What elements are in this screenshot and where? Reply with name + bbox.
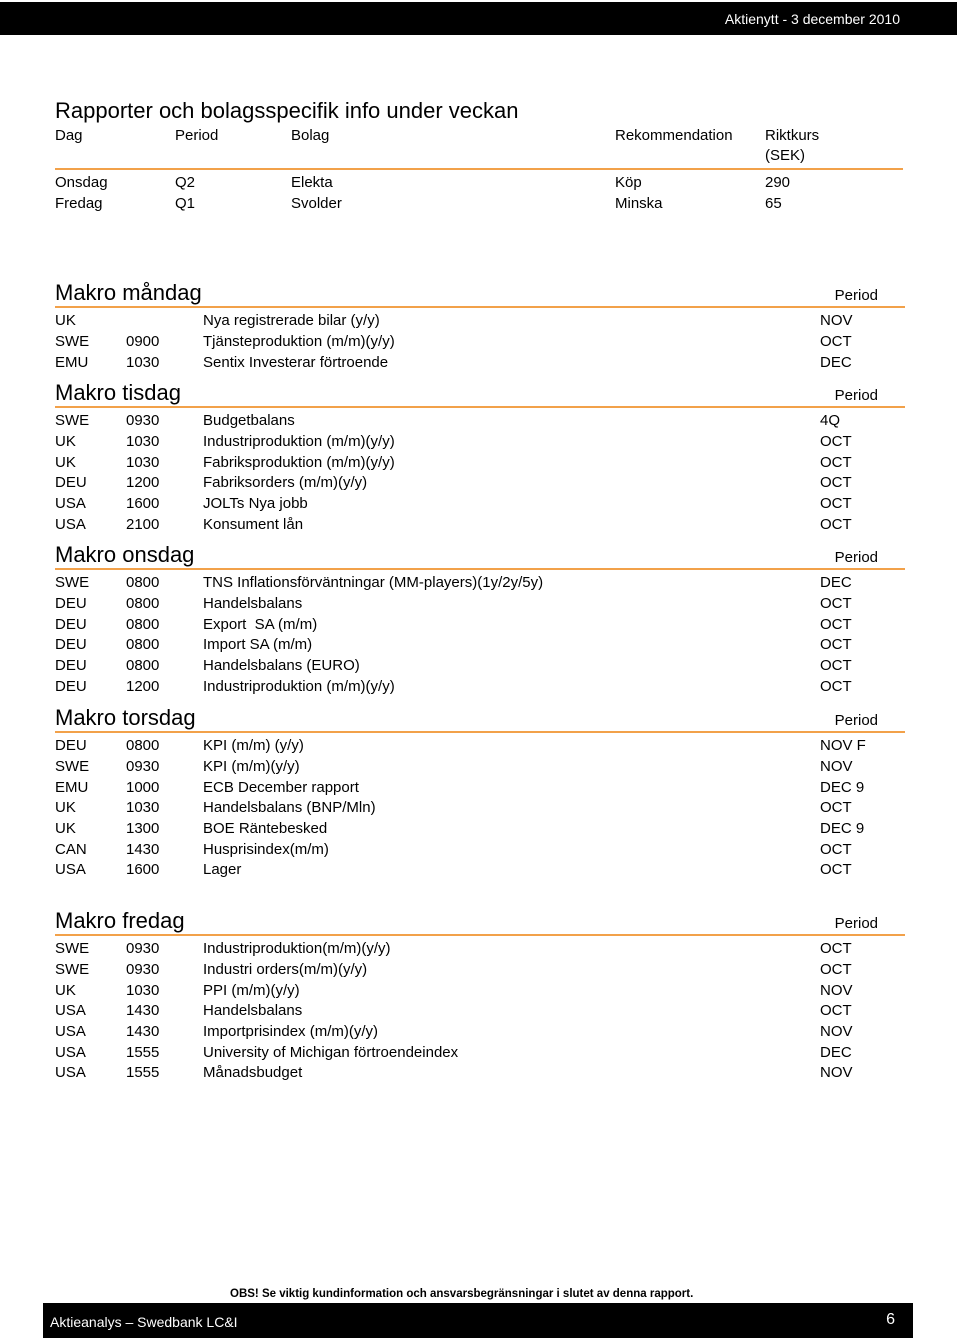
cell-event: University of Michigan förtroendeindex — [203, 1043, 459, 1061]
cell-country: SWE — [55, 333, 90, 351]
cell-time: 1030 — [126, 799, 160, 817]
period-label: Period — [834, 387, 878, 404]
cell-country: CAN — [55, 840, 87, 858]
cell-country: DEU — [55, 657, 87, 675]
event-table — [55, 736, 905, 881]
cell-event: Husprisindex(m/m) — [203, 840, 329, 858]
cell-country: SWE — [55, 574, 90, 592]
cell-period: DEC — [820, 1043, 852, 1061]
cell-time: 0930 — [126, 940, 160, 958]
table-row — [55, 573, 905, 594]
cell-event: Industri orders(m/m)(y/y) — [203, 961, 368, 979]
cell-period: 4Q — [820, 412, 841, 430]
cell-period: DEC 9 — [820, 820, 865, 838]
table-row — [55, 514, 905, 535]
cell-event: Handelsbalans — [203, 1002, 303, 1020]
cell-time — [126, 311, 203, 332]
section-title: Makro fredag — [55, 908, 185, 933]
table-row — [55, 614, 905, 635]
section-header — [55, 540, 905, 570]
cell-period: OCT — [820, 961, 852, 979]
cell-dag: Onsdag — [55, 174, 108, 191]
cell-period: OCT — [820, 1002, 852, 1020]
cell-country: USA — [55, 1002, 86, 1020]
cell-period: OCT — [820, 615, 852, 633]
section-makro-tisdag — [55, 378, 905, 535]
cell-event: Lager — [203, 861, 242, 879]
cell-riktkurs: 65 — [765, 195, 782, 212]
cell-event: Industriproduktion (m/m)(y/y) — [203, 677, 395, 695]
cell-country: UK — [55, 433, 76, 451]
cell-event: BOE Räntebesked — [203, 820, 328, 838]
cell-time: 1200 — [126, 474, 160, 492]
cell-time: 0930 — [126, 961, 160, 979]
table-row — [55, 656, 905, 677]
cell-country: UK — [55, 453, 76, 471]
table-row — [55, 452, 905, 473]
section-makro-onsdag — [55, 540, 905, 697]
section-title: Makro tisdag — [55, 380, 181, 405]
period-label: Period — [834, 712, 878, 729]
cell-time: 1030 — [126, 981, 160, 999]
cell-time: 1030 — [126, 453, 160, 471]
cell-country: UK — [55, 799, 76, 817]
cell-time: 1000 — [126, 778, 160, 796]
cell-time: 0800 — [126, 737, 160, 755]
cell-country: DEU — [55, 595, 87, 613]
table-row — [55, 1022, 905, 1043]
cell-period: NOV — [820, 1064, 853, 1082]
cell-country: SWE — [55, 961, 90, 979]
cell-event: Handelsbalans — [203, 595, 303, 613]
section-title: Makro torsdag — [55, 705, 196, 730]
table-row — [55, 736, 905, 757]
table-row — [55, 494, 905, 515]
cell-event: Export SA (m/m) — [203, 615, 318, 633]
cell-country: EMU — [55, 778, 89, 796]
section-makro-fredag — [55, 906, 905, 1084]
footer-bar — [43, 1303, 913, 1338]
section-title: Makro måndag — [55, 280, 202, 305]
section-title: Makro onsdag — [55, 542, 195, 567]
cell-bolag: Elekta — [291, 174, 333, 191]
table-row — [55, 432, 905, 453]
cell-country: USA — [55, 515, 86, 533]
table-row — [55, 757, 905, 778]
table-row — [55, 1042, 905, 1063]
cell-time: 1200 — [126, 677, 160, 695]
cell-time: 0800 — [126, 636, 160, 654]
reports-title: Rapporter och bolagsspecifik info under veckan — [55, 98, 519, 123]
col-header-period: Period — [175, 124, 291, 169]
period-label: Period — [834, 549, 878, 566]
cell-period: OCT — [820, 940, 852, 958]
table-row — [55, 1063, 905, 1084]
cell-period: OCT — [820, 495, 852, 513]
cell-time: 1300 — [126, 820, 160, 838]
cell-period: OCT — [820, 433, 852, 451]
table-row — [55, 594, 905, 615]
event-table — [55, 311, 905, 373]
table-row — [55, 939, 905, 960]
cell-event: ECB December rapport — [203, 778, 359, 796]
cell-bolag: Svolder — [291, 195, 342, 212]
cell-time: 0900 — [126, 333, 160, 351]
cell-period: OCT — [820, 636, 852, 654]
cell-time: 1600 — [126, 495, 160, 513]
header-bar — [0, 2, 957, 35]
cell-time: 1555 — [126, 1064, 160, 1082]
cell-dag: Fredag — [55, 195, 103, 212]
cell-country: DEU — [55, 474, 87, 492]
cell-period: OCT — [820, 333, 852, 351]
event-table — [55, 573, 905, 697]
cell-country: USA — [55, 1023, 86, 1041]
header-title: Aktienytt - 3 december 2010 — [724, 11, 900, 27]
cell-event: Nya registrerade bilar (y/y) — [203, 312, 380, 330]
cell-period: NOV — [820, 312, 853, 330]
cell-time: 1430 — [126, 840, 160, 858]
table-row — [55, 839, 905, 860]
cell-period: OCT — [820, 799, 852, 817]
cell-event: Industriproduktion (m/m)(y/y) — [203, 433, 395, 451]
footer-source: Aktieanalys – Swedbank LC&I — [50, 1314, 238, 1330]
cell-time: 1430 — [126, 1002, 160, 1020]
cell-period: OCT — [820, 861, 852, 879]
cell-event: JOLTs Nya jobb — [203, 495, 308, 513]
event-table — [55, 411, 905, 535]
cell-time: 0930 — [126, 412, 160, 430]
cell-event: Handelsbalans (BNP/Mln) — [203, 799, 376, 817]
cell-time: 0800 — [126, 615, 160, 633]
cell-event: Sentix Investerar förtroende — [203, 353, 389, 371]
cell-rekommendation: Minska — [615, 195, 663, 212]
cell-country: UK — [55, 820, 76, 838]
cell-time: 1600 — [126, 861, 160, 879]
table-row — [55, 352, 905, 373]
cell-country: USA — [55, 495, 86, 513]
table-row — [55, 980, 905, 1001]
cell-period: DEC — [820, 574, 852, 592]
cell-rekommendation: Köp — [615, 174, 642, 191]
table-row — [55, 798, 905, 819]
cell-time: 1555 — [126, 1043, 160, 1061]
cell-event: Fabriksorders (m/m)(y/y) — [203, 474, 368, 492]
cell-period: Q1 — [175, 195, 196, 212]
cell-country: EMU — [55, 353, 89, 371]
cell-time: 2100 — [126, 515, 160, 533]
cell-period: DEC — [820, 353, 852, 371]
cell-period: OCT — [820, 515, 852, 533]
cell-period: NOV — [820, 758, 853, 776]
page-number: 6 — [886, 1311, 895, 1328]
table-row — [55, 169, 903, 193]
cell-event: Fabriksproduktion (m/m)(y/y) — [203, 453, 395, 471]
cell-country: SWE — [55, 412, 90, 430]
table-row — [55, 311, 905, 332]
table-row — [55, 193, 903, 214]
section-header — [55, 278, 905, 308]
section-header — [55, 703, 905, 733]
cell-country: USA — [55, 1064, 86, 1082]
cell-period: OCT — [820, 677, 852, 695]
cell-event: PPI (m/m)(y/y) — [203, 981, 300, 999]
cell-time: 0800 — [126, 657, 160, 675]
cell-country: DEU — [55, 737, 87, 755]
cell-country: DEU — [55, 615, 87, 633]
cell-event: KPI (m/m) (y/y) — [203, 737, 304, 755]
cell-time: 1030 — [126, 353, 160, 371]
cell-riktkurs: 290 — [765, 174, 791, 191]
table-row — [55, 1001, 905, 1022]
col-header-rekommendation: Rekommendation — [615, 124, 765, 169]
reports-header-row — [55, 124, 903, 169]
cell-country: SWE — [55, 758, 90, 776]
cell-time: 1430 — [126, 1023, 160, 1041]
period-label: Period — [834, 287, 878, 304]
section-makro-torsdag — [55, 703, 905, 881]
period-label: Period — [834, 915, 878, 932]
cell-event: KPI (m/m)(y/y) — [203, 758, 300, 776]
cell-country: UK — [55, 312, 76, 330]
cell-period: NOV — [820, 981, 853, 999]
cell-period: NOV — [820, 1023, 853, 1041]
cell-period: OCT — [820, 840, 852, 858]
cell-event: Importprisindex (m/m)(y/y) — [203, 1023, 379, 1041]
section-header — [55, 906, 905, 936]
cell-country: USA — [55, 1043, 86, 1061]
table-row — [55, 411, 905, 432]
cell-event: TNS Inflationsförväntningar (MM-players)(1y/2y/5y) — [203, 574, 544, 592]
cell-period: Q2 — [175, 174, 196, 191]
cell-country: DEU — [55, 636, 87, 654]
table-row — [55, 635, 905, 656]
cell-event: Handelsbalans (EURO) — [203, 657, 360, 675]
cell-event: Budgetbalans — [203, 412, 295, 430]
col-header-riktkurs: Riktkurs (SEK) — [765, 124, 903, 169]
cell-period: OCT — [820, 657, 852, 675]
disclaimer-notice: OBS! Se viktig kundinformation och ansvarsbegränsningar i slutet av denna rapport. — [230, 1288, 694, 1300]
cell-country: UK — [55, 981, 76, 999]
table-row — [55, 676, 905, 697]
table-row — [55, 777, 905, 798]
cell-time: 0800 — [126, 574, 160, 592]
cell-country: DEU — [55, 677, 87, 695]
table-row — [55, 332, 905, 353]
col-header-dag: Dag — [55, 124, 175, 169]
cell-period: OCT — [820, 474, 852, 492]
cell-time: 0930 — [126, 758, 160, 776]
cell-period: OCT — [820, 453, 852, 471]
cell-time: 0800 — [126, 595, 160, 613]
section-header — [55, 378, 905, 408]
table-row — [55, 960, 905, 981]
cell-time: 1030 — [126, 433, 160, 451]
cell-event: Industriproduktion(m/m)(y/y) — [203, 940, 391, 958]
cell-period: OCT — [820, 595, 852, 613]
cell-event: Tjänsteproduktion (m/m)(y/y) — [203, 333, 395, 351]
section-makro-mandag — [55, 278, 905, 373]
event-table — [55, 939, 905, 1084]
cell-country: USA — [55, 861, 86, 879]
cell-period: NOV F — [820, 737, 866, 755]
cell-country: SWE — [55, 940, 90, 958]
col-header-bolag: Bolag — [291, 124, 615, 169]
reports-table — [55, 124, 903, 214]
cell-event: Import SA (m/m) — [203, 636, 313, 654]
table-row — [55, 860, 905, 881]
cell-event: Månadsbudget — [203, 1064, 303, 1082]
table-row — [55, 473, 905, 494]
table-row — [55, 819, 905, 840]
cell-period: DEC 9 — [820, 778, 865, 796]
cell-event: Konsument lån — [203, 515, 304, 533]
